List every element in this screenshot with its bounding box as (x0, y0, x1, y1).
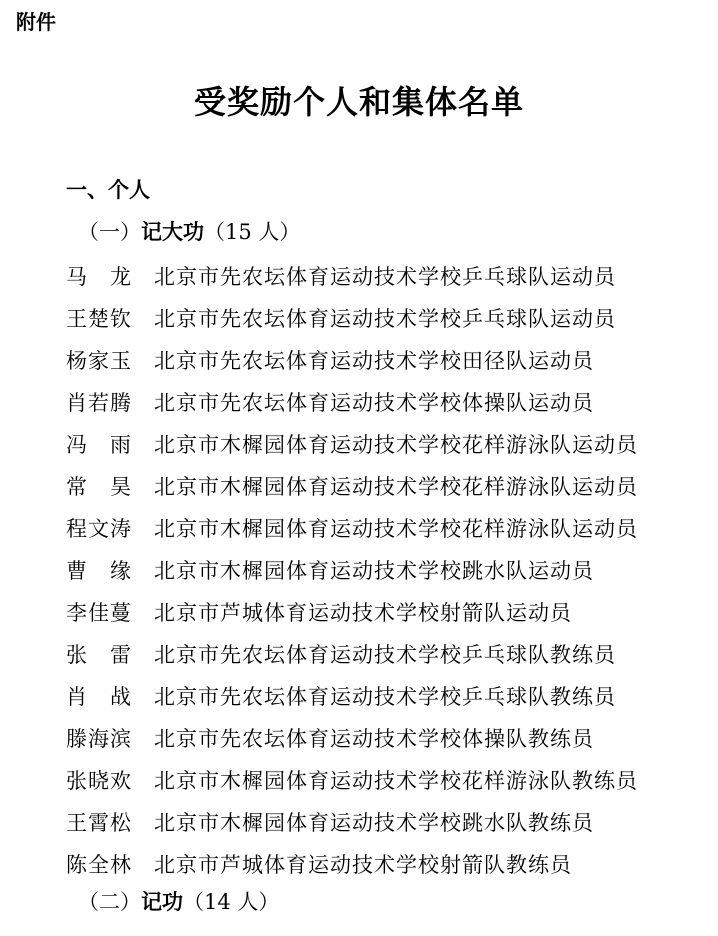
awardee-unit: 北京市木樨园体育运动技术学校花样游泳队运动员 (154, 433, 638, 457)
list-item (66, 591, 706, 633)
awardee-name: 常 昊 (66, 475, 132, 499)
list-item (66, 339, 706, 381)
list-item (66, 801, 706, 843)
awardee-name: 王楚钦 (66, 307, 132, 331)
awardee-unit: 北京市木樨园体育运动技术学校花样游泳队运动员 (154, 517, 638, 541)
subsection-count: （14 人） (183, 890, 280, 914)
list-item (66, 507, 706, 549)
awardee-name: 冯 雨 (66, 433, 132, 457)
awardee-unit: 北京市先农坛体育运动技术学校乒乓球队教练员 (154, 643, 616, 667)
subsection-second-class (78, 886, 279, 918)
awardee-name: 李佳蔓 (66, 601, 132, 625)
awardee-unit: 北京市芦城体育运动技术学校射箭队教练员 (154, 853, 572, 877)
awardee-name: 张晓欢 (66, 769, 132, 793)
list-item (66, 255, 706, 297)
awardee-unit: 北京市木樨园体育运动技术学校跳水队教练员 (154, 811, 594, 835)
awardee-name: 程文涛 (66, 517, 132, 541)
awardee-unit: 北京市先农坛体育运动技术学校田径队运动员 (154, 349, 594, 373)
subsection-label: （二） (78, 890, 141, 914)
subsection-count: （15 人） (204, 220, 301, 244)
awardee-unit: 北京市先农坛体育运动技术学校乒乓球队运动员 (154, 307, 616, 331)
list-item (66, 549, 706, 591)
awardee-unit: 北京市先农坛体育运动技术学校体操队运动员 (154, 391, 594, 415)
awardee-name: 马 龙 (66, 265, 132, 289)
awardee-name: 陈全林 (66, 853, 132, 877)
awardee-name: 滕海滨 (66, 727, 132, 751)
list-item (66, 717, 706, 759)
section-heading-individual: 一、个人 (66, 178, 150, 202)
list-item (66, 843, 706, 885)
list-item (66, 381, 706, 423)
awardee-name: 杨家玉 (66, 349, 132, 373)
awardee-list (66, 255, 706, 885)
page-title: 受奖励个人和集体名单 (193, 83, 524, 121)
awardee-unit: 北京市先农坛体育运动技术学校体操队教练员 (154, 727, 594, 751)
list-item (66, 759, 706, 801)
list-item (66, 465, 706, 507)
subsection-first-class (78, 216, 300, 248)
awardee-name: 曹 缘 (66, 559, 132, 583)
awardee-name: 肖 战 (66, 685, 132, 709)
awardee-unit: 北京市先农坛体育运动技术学校乒乓球队教练员 (154, 685, 616, 709)
awardee-unit: 北京市先农坛体育运动技术学校乒乓球队运动员 (154, 265, 616, 289)
subsection-name: 记功 (141, 889, 183, 914)
subsection-name: 记大功 (141, 219, 204, 244)
subsection-label: （一） (78, 220, 141, 244)
awardee-unit: 北京市木樨园体育运动技术学校跳水队运动员 (154, 559, 594, 583)
awardee-unit: 北京市木樨园体育运动技术学校花样游泳队教练员 (154, 769, 638, 793)
awardee-name: 肖若腾 (66, 391, 132, 415)
list-item (66, 633, 706, 675)
list-item (66, 423, 706, 465)
list-item (66, 675, 706, 717)
attachment-label: 附件 (16, 10, 56, 34)
list-item (66, 297, 706, 339)
awardee-unit: 北京市木樨园体育运动技术学校花样游泳队运动员 (154, 475, 638, 499)
awardee-unit: 北京市芦城体育运动技术学校射箭队运动员 (154, 601, 572, 625)
awardee-name: 张 雷 (66, 643, 132, 667)
awardee-name: 王霄松 (66, 811, 132, 835)
